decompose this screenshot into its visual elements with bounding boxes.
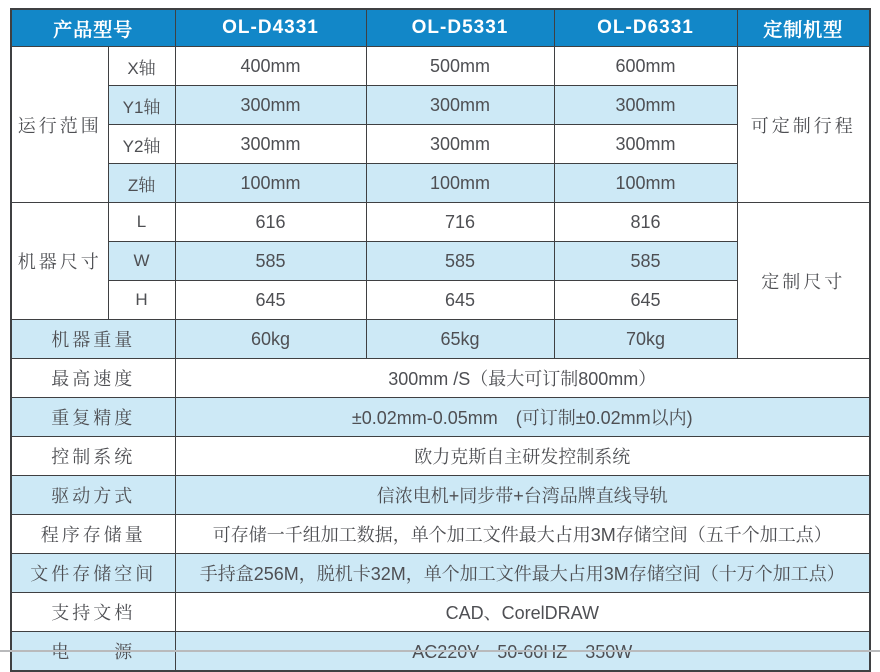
cell-value: 645: [366, 281, 554, 320]
bottom-shadow-line: [0, 650, 880, 652]
cell-value: 645: [554, 281, 737, 320]
cell-value: 欧力克斯自主研发控制系统: [175, 437, 870, 476]
cell-value: CAD、CorelDRAW: [175, 593, 870, 632]
custom-label-size: 定制尺寸: [737, 203, 870, 359]
cell-value: 300mm /S（最大可订制800mm）: [175, 359, 870, 398]
cell-value: 300mm: [366, 125, 554, 164]
spec-table-container: [10, 8, 871, 672]
cell-value: 616: [175, 203, 366, 242]
table-row-max-speed: [11, 359, 870, 398]
cell-value: 585: [554, 242, 737, 281]
cell-value: 65kg: [366, 320, 554, 359]
header-model-1: OL-D4331: [175, 9, 366, 47]
header-model-2: OL-D5331: [366, 9, 554, 47]
cell-value: 816: [554, 203, 737, 242]
row-label: 驱动方式: [11, 476, 175, 515]
cell-value: 500mm: [366, 47, 554, 86]
axis-label: Z轴: [108, 164, 175, 203]
custom-label-travel: 可定制行程: [737, 47, 870, 203]
cell-value: 300mm: [175, 86, 366, 125]
axis-label: H: [108, 281, 175, 320]
header-row: [11, 9, 870, 47]
cell-value: 300mm: [366, 86, 554, 125]
product-spec-table: [10, 8, 871, 672]
cell-value: 100mm: [366, 164, 554, 203]
cell-value: 100mm: [175, 164, 366, 203]
axis-label: Y2轴: [108, 125, 175, 164]
cell-value: 300mm: [175, 125, 366, 164]
table-row-length: [11, 203, 870, 242]
header-product-model: 产品型号: [11, 9, 175, 47]
axis-label: L: [108, 203, 175, 242]
cell-value: ±0.02mm-0.05mm (可订制±0.02mm以内): [175, 398, 870, 437]
axis-label: X轴: [108, 47, 175, 86]
table-row-drive-mode: [11, 476, 870, 515]
table-row-program-storage: [11, 515, 870, 554]
row-label: 文件存储空间: [11, 554, 175, 593]
cell-value: 60kg: [175, 320, 366, 359]
cell-value: 400mm: [175, 47, 366, 86]
axis-label: Y1轴: [108, 86, 175, 125]
row-label: 重复精度: [11, 398, 175, 437]
table-row-x-axis: [11, 47, 870, 86]
row-label: 控制系统: [11, 437, 175, 476]
cell-value: 585: [175, 242, 366, 281]
cell-value: 645: [175, 281, 366, 320]
header-custom-model: 定制机型: [737, 9, 870, 47]
cell-value: 信浓电机+同步带+台湾品牌直线导轨: [175, 476, 870, 515]
cell-value: 600mm: [554, 47, 737, 86]
group-label-machine-size: 机器尺寸: [11, 203, 108, 320]
row-label-weight: 机器重量: [11, 320, 175, 359]
row-label: 最高速度: [11, 359, 175, 398]
axis-label: W: [108, 242, 175, 281]
row-label: 程序存储量: [11, 515, 175, 554]
cell-value: AC220V 50-60HZ 350W: [175, 632, 870, 672]
table-row-file-storage: [11, 554, 870, 593]
table-row-control-system: [11, 437, 870, 476]
cell-value: 100mm: [554, 164, 737, 203]
cell-value: 手持盒256M，脱机卡32M，单个加工文件最大占用3M存储空间（十万个加工点）: [175, 554, 870, 593]
cell-value: 300mm: [554, 86, 737, 125]
row-label: 支持文档: [11, 593, 175, 632]
group-label-travel-range: 运行范围: [11, 47, 108, 203]
cell-value: 300mm: [554, 125, 737, 164]
cell-value: 585: [366, 242, 554, 281]
cell-value: 70kg: [554, 320, 737, 359]
row-label: 电 源: [11, 632, 175, 672]
header-model-3: OL-D6331: [554, 9, 737, 47]
table-row-repeat-accuracy: [11, 398, 870, 437]
cell-value: 716: [366, 203, 554, 242]
table-row-supported-files: [11, 593, 870, 632]
cell-value: 可存储一千组加工数据，单个加工文件最大占用3M存储空间（五千个加工点）: [175, 515, 870, 554]
